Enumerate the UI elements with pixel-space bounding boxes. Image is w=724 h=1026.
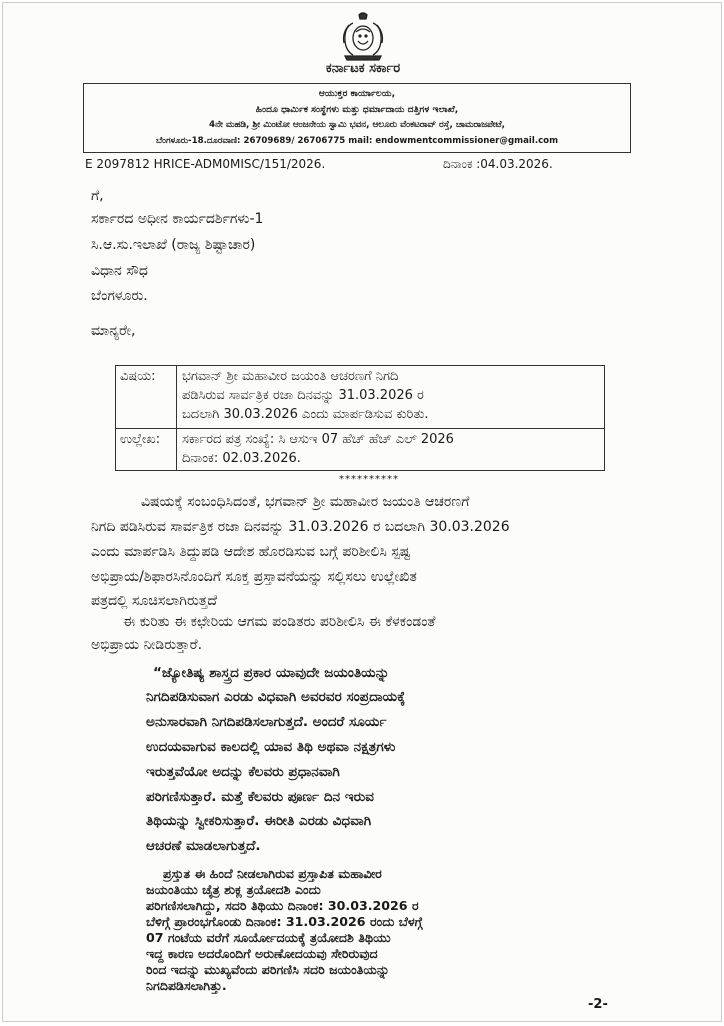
paragraph-line: ವಿಷಯಕ್ಕೆ ಸಂಬಂಧಿಸಿದಂತೆ, ಭಗವಾನ್ ಶ್ರೀ ಮಹಾವೀರ ಜಯಂತಿ ಆಚರಣಗೆ <box>141 494 470 510</box>
office-name: ಆಯುಕ್ತರ ಕಾರ್ಯಾಲಯ, <box>318 88 396 99</box>
paragraph-line: ಅಭಿಪ್ರಾಯ/ಶಿಫಾರಸಿನೊಂದಿಗೆ ಸೂಕ್ತ ಪ್ರಸ್ತಾವನೆಯನ್ನು ಸಲ್ಲಿಸಲು ಉಲ್ಲೇಖಿತ <box>91 569 417 585</box>
table-divider <box>176 366 177 470</box>
quote-line: ಉದಯವಾಗುವ ಕಾಲದಲ್ಲಿ ಯಾವ ತಿಥಿ ಅಥವಾ ನಕ್ಷತ್ರಗಳು <box>146 739 396 755</box>
quote-line: ತಿಥಿಯನ್ನು ಸ್ವೀಕರಿಸುತ್ತಾರೆ. ಈರೀತಿ ಎರಡು ವಿಧವಾಗಿ <box>146 813 372 829</box>
letter-date: ದಿನಾಂಕ :04.03.2026. <box>443 157 553 171</box>
quote-line: ಇದ್ದ ಕಾರಣ ಅದರೊಂದಿಗೆ ಅರುಣೋದಯವು ಸೇರಿರುವುದ <box>146 946 378 961</box>
reference-number: E 2097812 HRICE-ADM0MISC/151/2026. <box>85 157 326 171</box>
quote-line: 07 ಗಂಟೆಯ ವರೆಗೆ ಸೂರ್ಯೋದಯಕ್ಕೆ ತ್ರಯೋದಶಿ ತಿಥಿಯು <box>146 930 391 945</box>
quote-line: ಪರಿಗಣಿಸಲಾಗಿದ್ದು, ಸದರಿ ತಿಥಿಯು ದಿನಾಂಕ: 30.03.2026 ರ <box>146 898 419 913</box>
to-label: ಗೆ, <box>91 188 104 204</box>
quote-line: ನಿಗದಿಪಡಿಸುವಾಗ ಎರಡು ವಿಧವಾಗಿ ಅವರವರ ಸಂಪ್ರದಾಯಕ್ಕೆ <box>146 689 406 705</box>
separator-stars: ********** <box>339 474 399 485</box>
paragraph-line: ಈ ಕುರಿತು ಈ ಕಛೇರಿಯ ಆಗಮ ಪಂಡಿತರು ಪರಿಶೀಲಿಸಿ ಈ ಕೆಳಕಂಡಂತೆ <box>123 614 436 630</box>
paragraph-line: ಪತ್ರದಲ್ಲಿ ಸೂಚಿಸಲಾಗಿರುತ್ತದೆ <box>91 593 218 609</box>
department-name: ಹಿಂದೂ ಧಾರ್ಮಿಕ ಸಂಸ್ಥೆಗಳು ಮತ್ತು ಧರ್ಮಾದಾಯ ದತ್ತಿಗಳ ಇಲಾಖೆ, <box>255 104 459 115</box>
letter-page <box>2 2 722 1022</box>
quote-line: ನಿಗದಿಪಡಿಸಲಾಗಿತ್ತು. <box>146 978 227 993</box>
quote-line: ಬೆಳಿಗ್ಗೆ ಪ್ರಾರಂಭಗೊಂಡು ದಿನಾಂಕ: 31.03.2026 ರಂದು ಬೆಳಗ್ಗೆ <box>146 914 423 929</box>
letterhead-box <box>83 83 631 153</box>
quote-line: ಇರುತ್ತವೆಯೋ ಅದನ್ನು ಕೆಲವರು ಪ್ರಧಾನವಾಗಿ <box>146 764 340 780</box>
paragraph-line: ನಿಗದಿ ಪಡಿಸಿರುವ ಸಾರ್ವತ್ರಿಕ ರಜಾ ದಿನವನ್ನು 31.03.2026 ರ ಬದಲಾಗಿ 30.03.2026 <box>91 519 510 535</box>
subject-table <box>115 365 605 471</box>
subject-line: ಬದಲಾಗಿ 30.03.2026 ಎಂದು ಮಾರ್ಪಡಿಸುವ ಕುರಿತು. <box>182 407 429 422</box>
page-number: -2- <box>588 997 608 1012</box>
paragraph-line: ಎಂದು ಮಾರ್ಪಡಿಸಿ ತಿದ್ದುಪಡಿ ಆದೇಶ ಹೊರಡಿಸುವ ಬಗ್ಗೆ ಪರಿಶೀಲಿಸಿ ಸ್ಪಷ್ಟ <box>91 544 411 560</box>
state-emblem-icon <box>336 11 390 61</box>
quote-line: ಪರಿಗಣಿಸುತ್ತಾರೆ. ಮತ್ತೆ ಕೆಲವರು ಪೂರ್ಣ ದಿನ ಇರುವ <box>146 789 374 805</box>
recipient-line-2: ಸಿ.ಆ.ಸು.ಇಲಾಖೆ (ರಾಜ್ಯ ಶಿಷ್ಟಾಚಾರ) <box>91 237 256 253</box>
subject-line: ಪಡಿಸಿರುವ ಸಾರ್ವತ್ರಿಕ ರಜಾ ದಿನವನ್ನು 31.03.2026 ರ <box>182 388 424 403</box>
quote-line: ಆಚರಣೆ ಮಾಡಲಾಗುತ್ತದೆ. <box>146 838 261 854</box>
quote-line: “ಜ್ಯೋತಿಷ್ಯ ಶಾಸ್ತ್ರದ ಪ್ರಕಾರ ಯಾವುದೇ ಜಯಂತಿಯನ್ನು <box>153 665 390 681</box>
quote-line: ಪ್ರಸ್ತುತ ಈ ಹಿಂದೆ ನೀಡಲಾಗಿರುವ ಪ್ರಸ್ತಾಪಿತ ಮಹಾವೀರ <box>163 866 382 881</box>
quote-line: ಅನುಸಾರವಾಗಿ ನಿಗದಿಪಡಿಸಲಾಗುತ್ತದೆ. ಅಂದರೆ ಸೂರ್ಯ <box>146 714 387 730</box>
paragraph-line: ಅಭಿಪ್ರಾಯ ನೀಡಿರುತ್ತಾರೆ. <box>91 637 203 653</box>
table-divider <box>116 428 604 429</box>
salutation: ಮಾನ್ಯರೇ, <box>91 323 136 339</box>
recipient-line-1: ಸರ್ಕಾರದ ಅಧೀನ ಕಾರ್ಯದರ್ಶಿಗಳು-1 <box>91 211 264 227</box>
reference-line: ಸರ್ಕಾರದ ಪತ್ರ ಸಂಖ್ಯೆ: ಸಿ ಆಸುಇ 07 ಹೆಚ್ ಹೆಚ್ ಎಲ್ 2026 <box>182 432 454 447</box>
reference-label: ಉಲ್ಲೇಖ: <box>120 432 161 447</box>
reference-line: ದಿನಾಂಕ: 02.03.2026. <box>182 451 301 466</box>
quote-line: ಜಯಂತಿಯು ಚೈತ್ರ ಶುಕ್ಲ ತ್ರಯೋದಶಿ ಎಂದು <box>146 882 321 897</box>
subject-label: ವಿಷಯ: <box>120 369 156 384</box>
subject-line: ಭಗವಾನ್ ಶ್ರೀ ಮಹಾವೀರ ಜಯಂತಿ ಆಚರಣಗೆ ನಿಗದಿ <box>182 369 399 384</box>
quote-line: ರಿಂದ ಇದನ್ನು ಮುಖ್ಯವೆಂದು ಪರಿಗಣಿಸಿ ಸದರಿ ಜಯಂತಿಯನ್ನು <box>146 962 390 977</box>
recipient-line-3: ವಿಧಾನ ಸೌಧ <box>91 263 148 279</box>
government-title: ಕರ್ನಾಟಕ ಸರ್ಕಾರ <box>325 61 401 76</box>
office-contact: ಬೆಂಗಳೂರು-18.ದೂರವಾಣಿ: 26709689/ 26706775 mail: endowmentcommissioner@gmail.com <box>155 136 559 146</box>
office-address: 4ನೇ ಮಹಡಿ, ಶ್ರೀ ಮಿಂಟೋ ಆಂಜನೇಯ ಸ್ವಾಮಿ ಭವನ, ಆಲೂರು ವೆಂಕಟರಾವ್ ರಸ್ತೆ, ಚಾಮರಾಜಪೇಟೆ, <box>209 120 505 130</box>
recipient-line-4: ಬೆಂಗಳೂರು. <box>91 288 148 304</box>
